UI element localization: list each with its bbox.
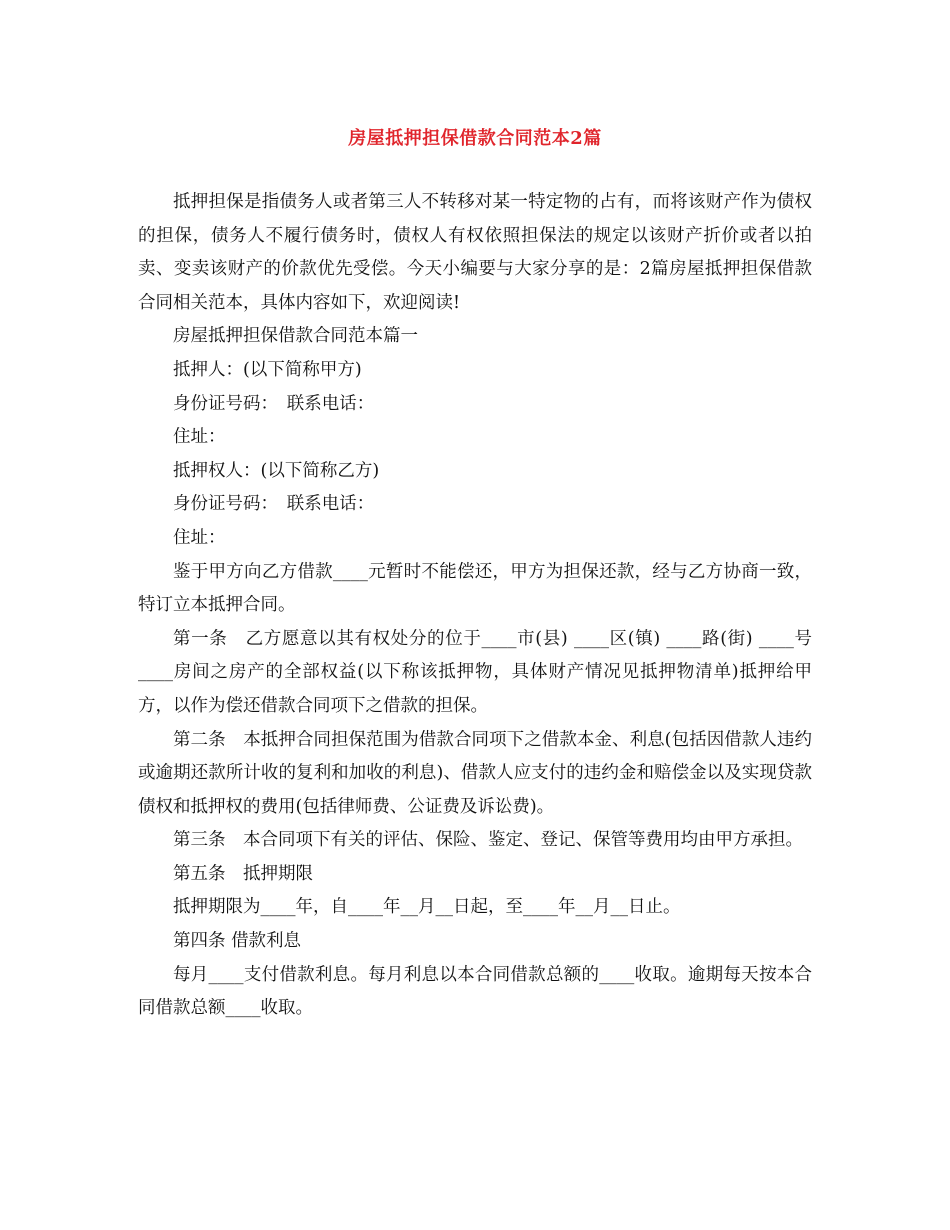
mortgagor-line: 抵押人：(以下简称甲方) (173, 359, 362, 380)
article-5-body: 抵押期限为____年，自____年__月__日起，至____年__月__日止。 (173, 897, 681, 918)
article-2: 第二条 本抵押合同担保范围为借款合同项下之借款本金、利息(包括因借款人违约或逾期还款所计收的复利和加收的利息)、借款人应支付的违约金和赔偿金以及实现贷款债权和抵押权的费用(包括律师费、公证费及诉讼费)。 (138, 729, 812, 817)
mortgagee-address-line: 住址： (173, 527, 226, 548)
article-3: 第三条 本合同项下有关的评估、保险、鉴定、登记、保管等费用均由甲方承担。 (173, 830, 803, 851)
document-body (138, 186, 812, 1026)
article-4-heading: 第四条 借款利息 (173, 931, 302, 952)
mortgagor-address-line: 住址： (173, 427, 226, 448)
document-title: 房屋抵押担保借款合同范本2篇 (348, 128, 602, 149)
article-1: 第一条 乙方愿意以其有权处分的位于____市(县) ____区(镇) ____路(街) ____号____房间之房产的全部权益(以下称该抵押物，具体财产情况见抵押物清单)抵押给甲方，以作为偿还借款合同项下之借款的担保。 (138, 628, 812, 716)
article-4-body: 每月____支付借款利息。每月利息以本合同借款总额的____收取。逾期每天按本合同借款总额____收取。 (138, 964, 812, 1019)
preamble-paragraph: 鉴于甲方向乙方借款____元暂时不能偿还，甲方为担保还款，经与乙方协商一致，特订立本抵押合同。 (138, 561, 812, 616)
mortgagee-id-phone-line: 身份证号码： 联系电话： (173, 494, 375, 515)
section-heading: 房屋抵押担保借款合同范本篇一 (173, 326, 418, 347)
mortgagor-id-phone-line: 身份证号码： 联系电话： (173, 393, 375, 414)
intro-paragraph: 抵押担保是指债务人或者第三人不转移对某一特定物的占有，而将该财产作为债权的担保，债务人不履行债务时，债权人有权依照担保法的规定以该财产折价或者以拍卖、变卖该财产的价款优先受偿。今天小编要与大家分享的是：2篇房屋抵押担保借款合同相关范本，具体内容如下，欢迎阅读! (138, 192, 812, 313)
article-5-heading: 第五条 抵押期限 (173, 863, 313, 884)
mortgagee-line: 抵押权人：(以下简称乙方) (173, 460, 380, 481)
